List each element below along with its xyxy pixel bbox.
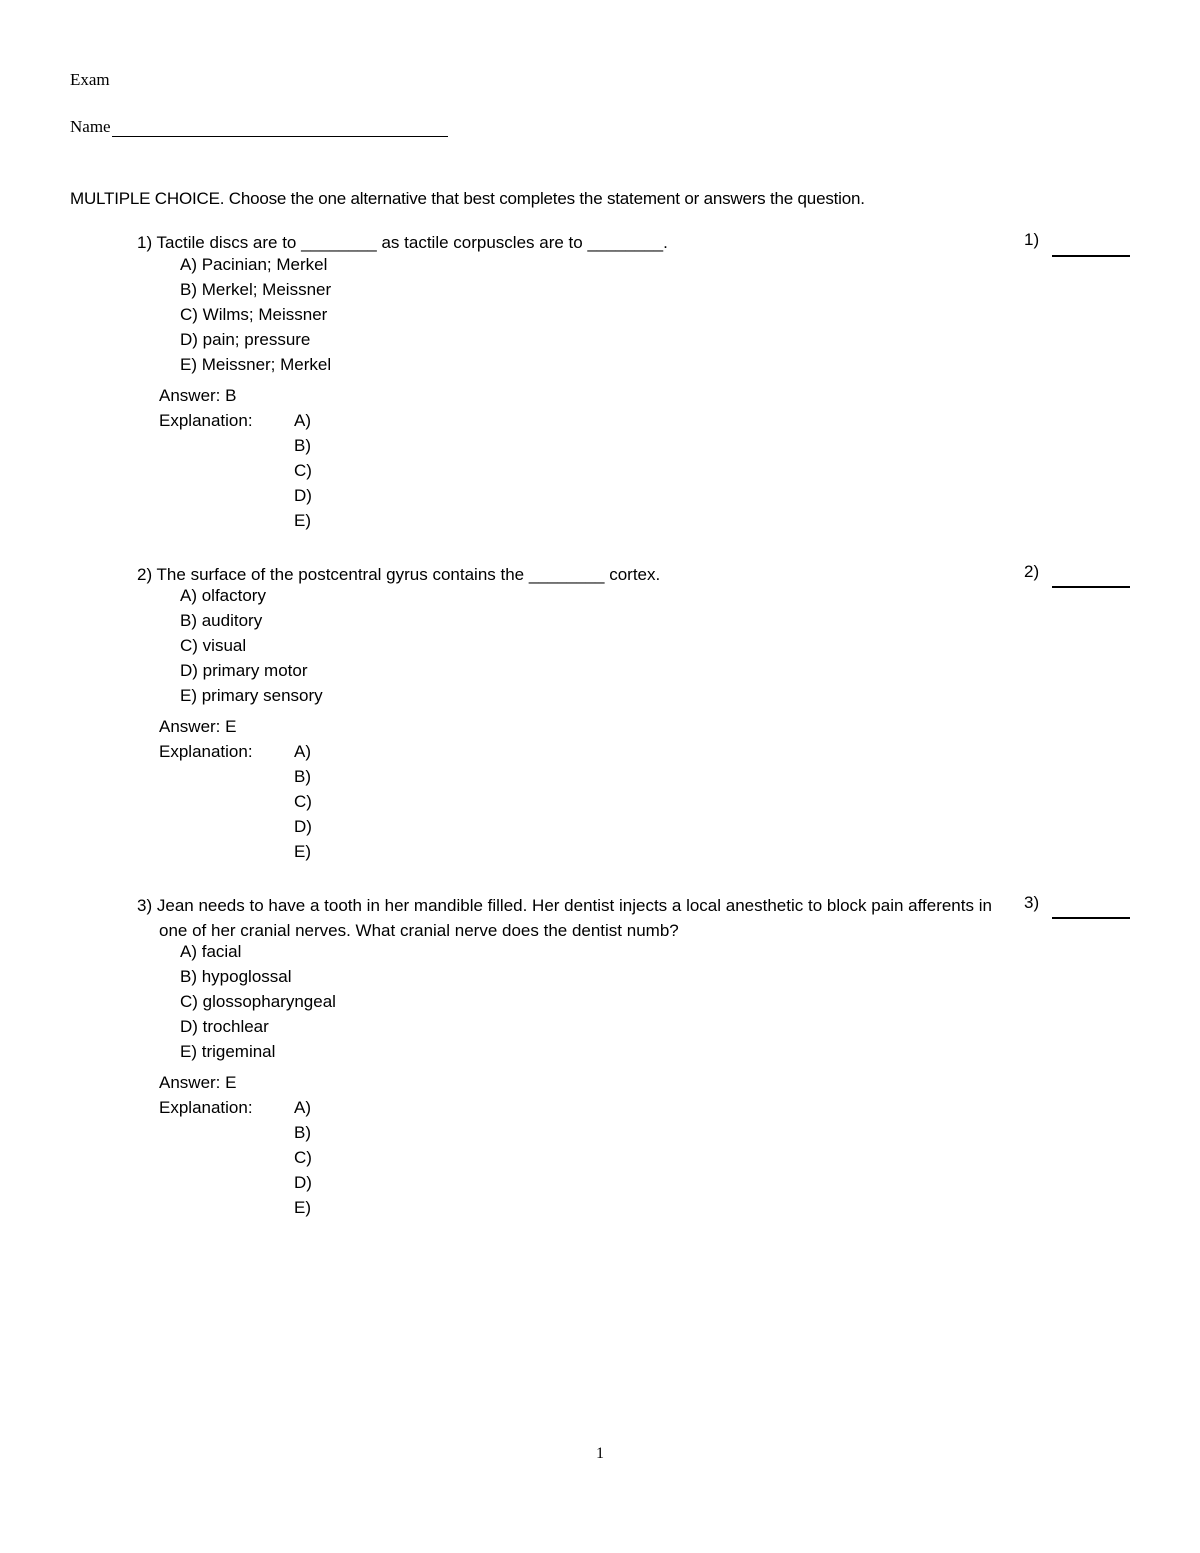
question-1-explanation-b: B) xyxy=(294,436,311,455)
question-2-explanation-a: A) xyxy=(294,742,311,761)
name-blank-line[interactable] xyxy=(112,120,448,137)
question-3-explanation-d: D) xyxy=(294,1173,312,1192)
question-2-explanation-label: Explanation: xyxy=(159,742,253,761)
question-3-choice-e[interactable]: E) trigeminal xyxy=(180,1042,276,1061)
question-3-explanation-c: C) xyxy=(294,1148,312,1167)
question-1-explanation-e: E) xyxy=(294,511,311,530)
question-2-choice-c[interactable]: C) visual xyxy=(180,636,247,655)
question-3-text: Jean needs to have a tooth in her mandible filled. Her dentist injects a local anesthetic to block pain afferents in one of her cranial nerves. What cranial nerve does the dentist numb? xyxy=(156,896,992,940)
question-2-answer-number: 2) xyxy=(1024,562,1040,581)
question-3-answer: Answer: E xyxy=(159,1073,237,1092)
page-title: Exam xyxy=(70,70,110,89)
question-3-answer-blank[interactable] xyxy=(1052,917,1130,919)
question-1-number: 1) xyxy=(137,233,153,252)
question-2-explanation-d: D) xyxy=(294,817,312,836)
question-1-choice-e[interactable]: E) Meissner; Merkel xyxy=(180,355,332,374)
question-1-choice-d[interactable]: D) pain; pressure xyxy=(180,330,311,349)
name-field[interactable] xyxy=(70,117,448,137)
question-3-stem xyxy=(137,893,1019,943)
question-3-choice-b[interactable]: B) hypoglossal xyxy=(180,967,292,986)
question-2-choice-b[interactable]: B) auditory xyxy=(180,611,263,630)
question-2-number: 2) xyxy=(137,565,153,584)
question-2-explanation-e: E) xyxy=(294,842,311,861)
question-3-explanation-b: B) xyxy=(294,1123,311,1142)
question-3-choice-a[interactable]: A) facial xyxy=(180,942,242,961)
question-3-choice-c[interactable]: C) glossopharyngeal xyxy=(180,992,336,1011)
question-1-explanation-label: Explanation: xyxy=(159,411,253,430)
question-1-answer-blank[interactable] xyxy=(1052,255,1130,257)
question-1-explanation-d: D) xyxy=(294,486,312,505)
question-2-answer: Answer: E xyxy=(159,717,237,736)
name-label: Name xyxy=(70,117,111,136)
section-instructions: MULTIPLE CHOICE. Choose the one alternative that best completes the statement or answers the question. xyxy=(70,189,865,208)
question-1-choice-a[interactable]: A) Pacinian; Merkel xyxy=(180,255,328,274)
question-1-explanation-c: C) xyxy=(294,461,312,480)
question-2-text: The surface of the postcentral gyrus contains the ________ cortex. xyxy=(156,565,661,584)
question-2-choice-d[interactable]: D) primary motor xyxy=(180,661,308,680)
question-1-choice-c[interactable]: C) Wilms; Meissner xyxy=(180,305,328,324)
question-2-choice-e[interactable]: E) primary sensory xyxy=(180,686,323,705)
question-3-explanation-label: Explanation: xyxy=(159,1098,253,1117)
question-2-explanation-c: C) xyxy=(294,792,312,811)
question-2-answer-blank[interactable] xyxy=(1052,586,1130,588)
question-3-choice-d[interactable]: D) trochlear xyxy=(180,1017,269,1036)
question-3-explanation-e: E) xyxy=(294,1198,311,1217)
question-3-answer-number: 3) xyxy=(1024,893,1040,912)
page-number: 1 xyxy=(596,1445,604,1462)
question-1-choice-b[interactable]: B) Merkel; Meissner xyxy=(180,280,332,299)
question-1-text: Tactile discs are to ________ as tactile corpuscles are to ________. xyxy=(156,233,668,252)
question-3-explanation-a: A) xyxy=(294,1098,311,1117)
question-2-choice-a[interactable]: A) olfactory xyxy=(180,586,266,605)
question-2-stem xyxy=(137,562,997,587)
question-1-answer: Answer: B xyxy=(159,386,237,405)
question-1-stem xyxy=(137,230,997,255)
question-3-number: 3) xyxy=(137,896,153,915)
question-1-explanation-a: A) xyxy=(294,411,311,430)
question-1-answer-number: 1) xyxy=(1024,230,1040,249)
question-2-explanation-b: B) xyxy=(294,767,311,786)
